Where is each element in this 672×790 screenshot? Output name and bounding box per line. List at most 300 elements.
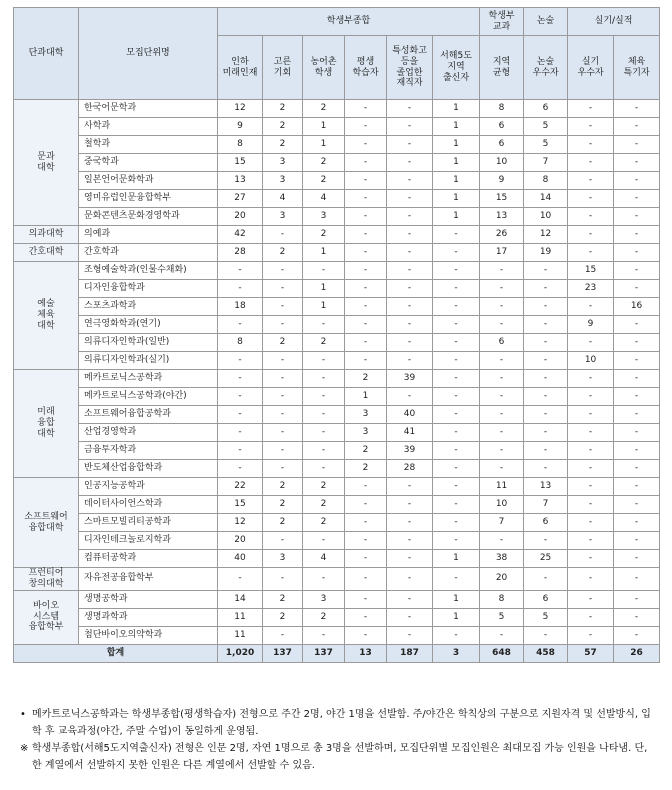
quota-cell: -: [433, 406, 480, 424]
total-cell: 458: [524, 644, 568, 662]
quota-cell: -: [568, 154, 614, 172]
quota-cell: -: [218, 460, 263, 478]
quota-cell: 1: [433, 118, 480, 136]
quota-cell: 6: [480, 136, 524, 154]
quota-cell: -: [303, 568, 345, 591]
quota-cell: -: [480, 460, 524, 478]
quota-cell: -: [433, 626, 480, 644]
dept-name-cell: 의류디자인학과(실기): [79, 352, 218, 370]
quota-cell: -: [614, 208, 660, 226]
table-row: [14, 118, 660, 136]
quota-cell: 2: [263, 590, 303, 608]
quota-cell: -: [387, 334, 433, 352]
header-type: 특성화고 등을 졸업한 재직자: [387, 36, 433, 100]
quota-cell: -: [263, 226, 303, 244]
quota-cell: -: [433, 478, 480, 496]
quota-cell: -: [433, 316, 480, 334]
table-row: [14, 154, 660, 172]
quota-cell: 15: [480, 190, 524, 208]
quota-cell: -: [614, 460, 660, 478]
footnote-text: 메카트로닉스공학과는 학생부종합(평생학습자) 전형으로 주간 2명, 야간 1명을 선발함. 주/야간은 학칙상의 구분으로 지원자격 및 선발방식, 입학 후 교육과정(야간, 주말 수업)이 동일하게 운영됨.: [32, 709, 651, 737]
quota-cell: -: [263, 424, 303, 442]
quota-cell: -: [433, 514, 480, 532]
quota-cell: -: [345, 208, 387, 226]
table-row: [14, 626, 660, 644]
dept-name-cell: 스마트모빌리티공학과: [79, 514, 218, 532]
quota-cell: 28: [387, 460, 433, 478]
quota-cell: -: [480, 262, 524, 280]
header-type: 고른 기회: [263, 36, 303, 100]
quota-cell: -: [480, 298, 524, 316]
quota-cell: 5: [524, 118, 568, 136]
quota-cell: -: [524, 388, 568, 406]
total-label: 합계: [14, 644, 218, 662]
quota-cell: -: [614, 352, 660, 370]
quota-cell: 14: [218, 590, 263, 608]
quota-cell: 5: [524, 136, 568, 154]
dept-name-cell: 반도체산업융합학과: [79, 460, 218, 478]
quota-cell: 13: [524, 478, 568, 496]
quota-cell: -: [218, 388, 263, 406]
quota-cell: -: [433, 388, 480, 406]
quota-cell: -: [387, 514, 433, 532]
header-type: 체육 특기자: [614, 36, 660, 100]
table-row: [14, 226, 660, 244]
dept-name-cell: 의류디자인학과(일반): [79, 334, 218, 352]
quota-cell: -: [345, 514, 387, 532]
quota-cell: -: [303, 424, 345, 442]
quota-cell: -: [568, 532, 614, 550]
quota-cell: 42: [218, 226, 263, 244]
header-college: 단과대학: [14, 8, 79, 100]
quota-cell: 5: [480, 608, 524, 626]
total-cell: 137: [303, 644, 345, 662]
quota-cell: -: [303, 442, 345, 460]
header-dept: 모집단위명: [79, 8, 218, 100]
quota-cell: 1: [433, 208, 480, 226]
quota-cell: -: [387, 298, 433, 316]
quota-cell: -: [303, 388, 345, 406]
quota-cell: 4: [303, 550, 345, 568]
quota-cell: 2: [263, 100, 303, 118]
total-cell: 3: [433, 644, 480, 662]
header-type: 서해5도 지역 출신자: [433, 36, 480, 100]
quota-cell: -: [480, 316, 524, 334]
quota-cell: -: [614, 262, 660, 280]
quota-cell: 2: [263, 244, 303, 262]
total-cell: 13: [345, 644, 387, 662]
quota-cell: 2: [345, 442, 387, 460]
dept-name-cell: 의예과: [79, 226, 218, 244]
quota-cell: -: [614, 154, 660, 172]
quota-cell: -: [303, 460, 345, 478]
quota-cell: -: [387, 590, 433, 608]
college-cell: 프런티어 창의대학: [14, 568, 79, 591]
college-cell: 소프트웨어 융합대학: [14, 478, 79, 568]
quota-cell: -: [387, 118, 433, 136]
quota-cell: 10: [568, 352, 614, 370]
quota-cell: -: [433, 460, 480, 478]
quota-cell: -: [218, 370, 263, 388]
dept-name-cell: 금융투자학과: [79, 442, 218, 460]
quota-cell: -: [614, 590, 660, 608]
dept-name-cell: 철학과: [79, 136, 218, 154]
header-row-groups: [14, 8, 660, 36]
quota-cell: 3: [303, 590, 345, 608]
quota-cell: 9: [568, 316, 614, 334]
quota-cell: -: [614, 136, 660, 154]
header-group: 학생부 교과: [480, 8, 524, 36]
footnotes: [20, 706, 660, 774]
quota-cell: 11: [218, 626, 263, 644]
quota-cell: -: [345, 626, 387, 644]
quota-cell: -: [568, 608, 614, 626]
quota-cell: -: [480, 532, 524, 550]
quota-cell: -: [524, 262, 568, 280]
college-cell: 예술 체육 대학: [14, 262, 79, 370]
table-row: [14, 136, 660, 154]
quota-cell: 3: [263, 550, 303, 568]
quota-cell: -: [614, 370, 660, 388]
table-row: [14, 388, 660, 406]
quota-cell: -: [433, 298, 480, 316]
quota-cell: 13: [480, 208, 524, 226]
quota-cell: -: [568, 626, 614, 644]
quota-cell: 20: [218, 208, 263, 226]
footnote-marker: ※: [20, 743, 29, 754]
quota-cell: 4: [263, 190, 303, 208]
quota-cell: -: [614, 316, 660, 334]
quota-cell: 15: [218, 154, 263, 172]
quota-cell: 7: [524, 496, 568, 514]
quota-cell: -: [263, 388, 303, 406]
quota-cell: 2: [303, 100, 345, 118]
quota-cell: -: [480, 424, 524, 442]
quota-cell: -: [480, 370, 524, 388]
quota-cell: -: [263, 352, 303, 370]
quota-cell: -: [387, 568, 433, 591]
quota-cell: 2: [263, 478, 303, 496]
quota-cell: -: [433, 370, 480, 388]
table-row: [14, 208, 660, 226]
total-cell: 187: [387, 644, 433, 662]
quota-cell: -: [614, 532, 660, 550]
quota-cell: 20: [480, 568, 524, 591]
quota-cell: -: [614, 608, 660, 626]
quota-cell: -: [614, 172, 660, 190]
quota-cell: -: [524, 352, 568, 370]
quota-cell: -: [345, 316, 387, 334]
quota-cell: -: [568, 244, 614, 262]
quota-cell: 8: [480, 590, 524, 608]
quota-cell: -: [524, 370, 568, 388]
quota-cell: -: [524, 460, 568, 478]
header-type: 실기 우수자: [568, 36, 614, 100]
quota-cell: 26: [480, 226, 524, 244]
quota-cell: -: [524, 298, 568, 316]
quota-cell: -: [345, 118, 387, 136]
dept-name-cell: 인공지능공학과: [79, 478, 218, 496]
quota-cell: -: [387, 136, 433, 154]
quota-cell: 6: [524, 100, 568, 118]
quota-cell: 1: [433, 550, 480, 568]
quota-cell: -: [263, 298, 303, 316]
quota-cell: 41: [387, 424, 433, 442]
quota-cell: -: [345, 496, 387, 514]
quota-cell: 38: [480, 550, 524, 568]
quota-cell: -: [524, 406, 568, 424]
quota-cell: -: [303, 262, 345, 280]
quota-cell: -: [568, 388, 614, 406]
quota-cell: -: [263, 262, 303, 280]
quota-cell: 2: [263, 496, 303, 514]
quota-cell: 16: [614, 298, 660, 316]
header-type: 지역 균형: [480, 36, 524, 100]
quota-cell: 17: [480, 244, 524, 262]
dept-name-cell: 생명과학과: [79, 608, 218, 626]
table-row: [14, 316, 660, 334]
table-row: [14, 190, 660, 208]
dept-name-cell: 한국어문학과: [79, 100, 218, 118]
quota-cell: -: [614, 334, 660, 352]
quota-cell: -: [345, 478, 387, 496]
header-group: 실기/실적: [568, 8, 660, 36]
quota-cell: -: [524, 316, 568, 334]
quota-cell: 15: [568, 262, 614, 280]
quota-cell: 19: [524, 244, 568, 262]
quota-cell: -: [568, 334, 614, 352]
table-row: [14, 406, 660, 424]
quota-cell: 9: [218, 118, 263, 136]
quota-cell: -: [263, 370, 303, 388]
quota-cell: 2: [263, 136, 303, 154]
table-row: [14, 460, 660, 478]
quota-cell: -: [480, 388, 524, 406]
quota-cell: -: [568, 208, 614, 226]
quota-cell: -: [480, 406, 524, 424]
quota-cell: 8: [218, 334, 263, 352]
quota-cell: -: [218, 280, 263, 298]
dept-name-cell: 데이터사이언스학과: [79, 496, 218, 514]
quota-cell: -: [218, 316, 263, 334]
quota-cell: -: [568, 406, 614, 424]
college-cell: 의과대학: [14, 226, 79, 244]
quota-cell: -: [433, 442, 480, 460]
quota-cell: 4: [303, 190, 345, 208]
quota-cell: 2: [303, 514, 345, 532]
dept-name-cell: 스포츠과학과: [79, 298, 218, 316]
quota-cell: -: [433, 226, 480, 244]
admission-table-wrapper: [13, 7, 659, 663]
quota-cell: -: [480, 352, 524, 370]
quota-cell: 1: [433, 590, 480, 608]
quota-cell: -: [614, 442, 660, 460]
quota-cell: -: [345, 190, 387, 208]
quota-cell: -: [433, 280, 480, 298]
quota-cell: 23: [568, 280, 614, 298]
quota-cell: -: [524, 532, 568, 550]
dept-name-cell: 컴퓨터공학과: [79, 550, 218, 568]
quota-cell: -: [303, 370, 345, 388]
quota-cell: 2: [303, 154, 345, 172]
table-row: [14, 550, 660, 568]
dept-name-cell: 생명공학과: [79, 590, 218, 608]
table-row: [14, 590, 660, 608]
quota-cell: 5: [524, 608, 568, 626]
quota-cell: -: [433, 424, 480, 442]
quota-cell: -: [345, 100, 387, 118]
quota-cell: 6: [480, 118, 524, 136]
quota-cell: -: [218, 442, 263, 460]
quota-cell: 6: [524, 514, 568, 532]
quota-cell: -: [345, 262, 387, 280]
table-body: [14, 100, 660, 663]
quota-cell: -: [568, 496, 614, 514]
quota-cell: -: [614, 190, 660, 208]
footnote: [20, 740, 660, 774]
dept-name-cell: 조형예술학과(인물수채화): [79, 262, 218, 280]
quota-cell: -: [263, 406, 303, 424]
quota-cell: -: [345, 550, 387, 568]
quota-cell: -: [568, 136, 614, 154]
quota-cell: -: [387, 316, 433, 334]
table-row: [14, 442, 660, 460]
dept-name-cell: 문화콘텐츠문화경영학과: [79, 208, 218, 226]
quota-cell: 2: [303, 334, 345, 352]
quota-cell: 1: [433, 100, 480, 118]
table-row: [14, 244, 660, 262]
quota-cell: -: [387, 208, 433, 226]
quota-cell: -: [387, 100, 433, 118]
quota-cell: -: [345, 352, 387, 370]
quota-cell: -: [218, 568, 263, 591]
quota-cell: -: [568, 590, 614, 608]
table-row: [14, 352, 660, 370]
table-row: [14, 334, 660, 352]
quota-cell: 40: [218, 550, 263, 568]
quota-cell: 2: [345, 370, 387, 388]
quota-cell: 40: [387, 406, 433, 424]
table-row: [14, 262, 660, 280]
dept-name-cell: 자유전공융합학부: [79, 568, 218, 591]
quota-cell: 2: [303, 226, 345, 244]
quota-cell: 2: [345, 460, 387, 478]
table-row: [14, 370, 660, 388]
quota-cell: 1: [303, 244, 345, 262]
total-cell: 1,020: [218, 644, 263, 662]
quota-cell: -: [387, 280, 433, 298]
quota-cell: -: [387, 154, 433, 172]
quota-cell: -: [387, 626, 433, 644]
quota-cell: 1: [303, 298, 345, 316]
quota-cell: 1: [433, 172, 480, 190]
quota-cell: -: [433, 262, 480, 280]
quota-cell: -: [387, 190, 433, 208]
total-cell: 137: [263, 644, 303, 662]
dept-name-cell: 일본언어문화학과: [79, 172, 218, 190]
quota-cell: -: [614, 568, 660, 591]
dept-name-cell: 영미유럽인문융합학부: [79, 190, 218, 208]
quota-cell: 10: [524, 208, 568, 226]
quota-cell: -: [387, 496, 433, 514]
quota-cell: -: [568, 442, 614, 460]
dept-name-cell: 연극영화학과(연기): [79, 316, 218, 334]
table-row: [14, 280, 660, 298]
quota-cell: 27: [218, 190, 263, 208]
quota-cell: 2: [263, 608, 303, 626]
quota-cell: 15: [218, 496, 263, 514]
quota-cell: -: [568, 190, 614, 208]
header-group: 논술: [524, 8, 568, 36]
dept-name-cell: 산업경영학과: [79, 424, 218, 442]
table-row: [14, 568, 660, 591]
quota-cell: 1: [303, 280, 345, 298]
dept-name-cell: 사학과: [79, 118, 218, 136]
table-row: [14, 514, 660, 532]
quota-cell: -: [614, 478, 660, 496]
quota-cell: -: [614, 280, 660, 298]
quota-cell: -: [568, 550, 614, 568]
quota-cell: 3: [345, 424, 387, 442]
quota-cell: -: [303, 406, 345, 424]
quota-cell: 1: [433, 190, 480, 208]
table-header: [14, 8, 660, 100]
dept-name-cell: 메카트로닉스공학과: [79, 370, 218, 388]
quota-cell: -: [345, 136, 387, 154]
quota-cell: 1: [303, 136, 345, 154]
quota-cell: -: [345, 298, 387, 316]
quota-cell: -: [218, 406, 263, 424]
total-row: [14, 644, 660, 662]
quota-cell: -: [568, 478, 614, 496]
quota-cell: -: [218, 424, 263, 442]
quota-cell: 11: [218, 608, 263, 626]
quota-cell: -: [433, 496, 480, 514]
dept-name-cell: 디자인융합학과: [79, 280, 218, 298]
quota-cell: 39: [387, 370, 433, 388]
quota-cell: -: [480, 280, 524, 298]
footnote-marker: •: [20, 709, 26, 720]
quota-cell: 2: [303, 496, 345, 514]
quota-cell: -: [263, 532, 303, 550]
quota-cell: -: [387, 532, 433, 550]
quota-cell: -: [303, 316, 345, 334]
quota-cell: -: [263, 568, 303, 591]
total-cell: 648: [480, 644, 524, 662]
table-row: [14, 532, 660, 550]
quota-cell: 1: [345, 388, 387, 406]
quota-cell: 1: [433, 136, 480, 154]
college-cell: 미래 융합 대학: [14, 370, 79, 478]
quota-cell: 18: [218, 298, 263, 316]
quota-cell: 7: [480, 514, 524, 532]
footnote-text: 학생부종합(서해5도지역출신자) 전형은 인문 2명, 자연 1명으로 총 3명을 선발하며, 모집단위별 모집인원은 최대모집 가능 인원을 나타냄. 단, 한 계열에서 선발하지 못한 인원은 다른 계열에서 선발할 수 있음.: [32, 743, 648, 771]
quota-cell: -: [263, 460, 303, 478]
quota-cell: 8: [218, 136, 263, 154]
quota-cell: 3: [263, 172, 303, 190]
quota-cell: -: [614, 388, 660, 406]
quota-cell: 10: [480, 154, 524, 172]
quota-cell: -: [568, 424, 614, 442]
quota-cell: 8: [524, 172, 568, 190]
table-row: [14, 100, 660, 118]
table-row: [14, 424, 660, 442]
quota-cell: -: [263, 280, 303, 298]
quota-cell: -: [263, 316, 303, 334]
quota-cell: -: [387, 388, 433, 406]
quota-cell: -: [568, 460, 614, 478]
dept-name-cell: 첨단바이오의약학과: [79, 626, 218, 644]
